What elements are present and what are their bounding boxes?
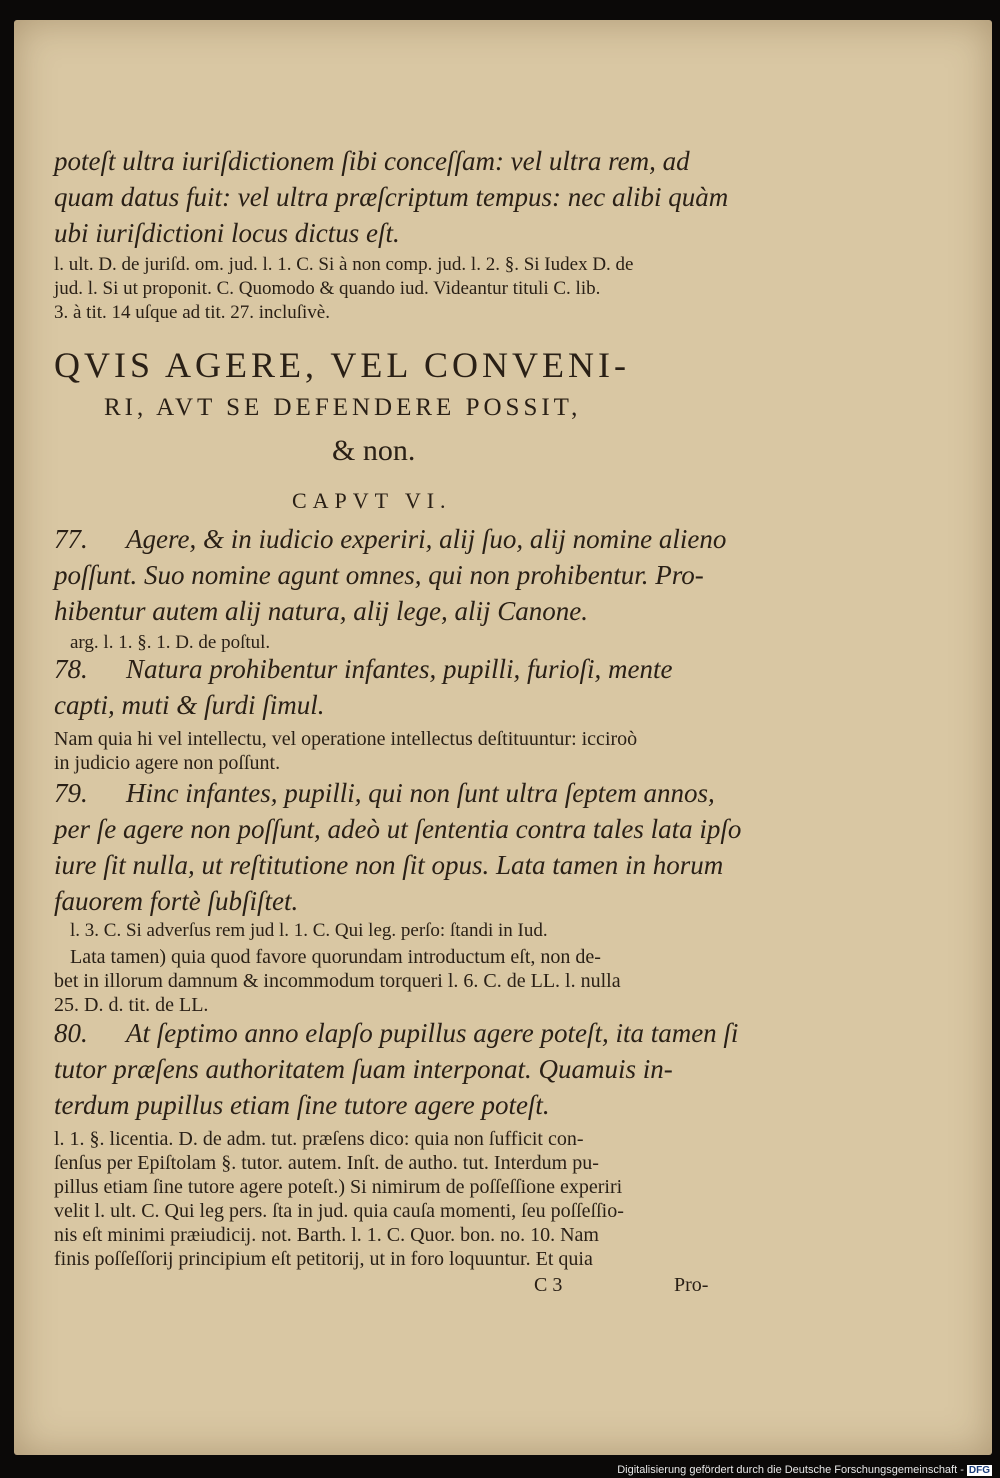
chapter-heading: & non.: [332, 434, 416, 467]
book-page: [14, 20, 992, 1455]
citation-line: arg. l. 1. §. 1. D. de poſtul.: [70, 632, 271, 653]
paragraph-line: [54, 1018, 738, 1049]
paragraph-line: poſſunt. Suo nomine agunt omnes, qui non prohibentur. Pro-: [54, 560, 704, 590]
paragraph-line: hibentur autem alij natura, alij lege, alij Canone.: [54, 596, 588, 626]
chapter-heading: RI, AVT SE DEFENDERE POSSIT,: [104, 394, 582, 421]
text-line: poteſt ultra iuriſdictionem ſibi conceſſam: vel ultra rem, ad: [54, 146, 690, 176]
paragraph-number: 78.: [54, 654, 88, 684]
paragraph-line: tutor præſens authoritatem ſuam interponat. Quamuis in-: [54, 1054, 673, 1084]
paragraph-number: 80.: [54, 1018, 88, 1048]
paragraph-line: per ſe agere non poſſunt, adeò ut ſententia contra tales lata ipſo: [54, 814, 742, 844]
citation-line: l. ult. D. de juriſd. om. jud. l. 1. C. Si à non comp. jud. l. 2. §. Si Iudex D. de: [54, 254, 634, 275]
text-line: ubi iuriſdictioni locus dictus eſt.: [54, 218, 400, 248]
paragraph-line: [54, 524, 726, 555]
citation-line: 3. à tit. 14 uſque ad tit. 27. incluſivè.: [54, 302, 330, 323]
chapter-heading: QVIS AGERE, VEL CONVENI-: [54, 345, 630, 385]
paragraph-text: Natura prohibentur infantes, pupilli, furioſi, mente: [126, 654, 673, 684]
paragraph-line: terdum pupillus etiam ſine tutore agere poteſt.: [54, 1090, 550, 1120]
dfg-logo: DFG: [968, 1465, 990, 1476]
note-line: velit l. ult. C. Qui leg pers. ſta in jud. quia cauſa momenti, ſeu poſſeſſio-: [54, 1200, 624, 1222]
paragraph-text: At ſeptimo anno elapſo pupillus agere poteſt, ita tamen ſi: [126, 1018, 739, 1048]
paragraph-line: [54, 654, 673, 685]
note-line: in judicio agere non poſſunt.: [54, 752, 281, 774]
footer-text: Digitalisierung gefördert durch die Deutsche Forschungsgemeinschaft -: [617, 1464, 964, 1476]
citation-line: jud. l. Si ut proponit. C. Quomodo & quando iud. Videantur tituli C. lib.: [54, 278, 601, 299]
text-line: quam datus fuit: vel ultra præſcriptum tempus: nec alibi quàm: [54, 182, 729, 212]
note-line: Lata tamen) quia quod favore quorundam introductum eſt, non de-: [70, 946, 601, 968]
note-line: 25. D. d. tit. de LL.: [54, 994, 209, 1016]
paragraph-line: iure ſit nulla, ut reſtitutione non ſit opus. Lata tamen in horum: [54, 850, 724, 880]
paragraph-line: [54, 778, 715, 809]
footer-credit: [617, 1464, 992, 1476]
signature-mark: C 3: [534, 1274, 563, 1296]
paragraph-text: Agere, & in iudicio experiri, alij ſuo, alij nomine alieno: [126, 524, 727, 554]
note-line: pillus etiam ſine tutore agere poteſt.) Si nimirum de poſſeſſione experiri: [54, 1176, 623, 1198]
paragraph-number: 77.: [54, 524, 88, 554]
note-line: finis poſſeſſorij principium eſt petitorij, ut in foro loquuntur. Et quia: [54, 1248, 593, 1270]
chapter-number: CAPVT VI.: [292, 488, 452, 513]
paragraph-line: fauorem fortè ſubſiſtet.: [54, 886, 299, 916]
note-line: ſenſus per Epiſtolam §. tutor. autem. Inſt. de autho. tut. Interdum pu-: [54, 1152, 599, 1174]
paragraph-line: capti, muti & ſurdi ſimul.: [54, 690, 325, 720]
note-line: Nam quia hi vel intellectu, vel operatione intellectus deſtituuntur: icciroò: [54, 728, 638, 750]
note-line: l. 1. §. licentia. D. de adm. tut. præſens dico: quia non ſufficit con-: [54, 1128, 584, 1150]
note-line: bet in illorum damnum & incommodum torqueri l. 6. C. de LL. l. nulla: [54, 970, 621, 992]
citation-line: l. 3. C. Si adverſus rem jud l. 1. C. Qui leg. perſo: ſtandi in Iud.: [70, 920, 548, 941]
catchword: Pro-: [674, 1274, 709, 1296]
note-line: nis eſt minimi præiudicij. not. Barth. l. 1. C. Quor. bon. no. 10. Nam: [54, 1224, 599, 1246]
paragraph-text: Hinc infantes, pupilli, qui non ſunt ultra ſeptem annos,: [126, 778, 715, 808]
paragraph-number: 79.: [54, 778, 88, 808]
